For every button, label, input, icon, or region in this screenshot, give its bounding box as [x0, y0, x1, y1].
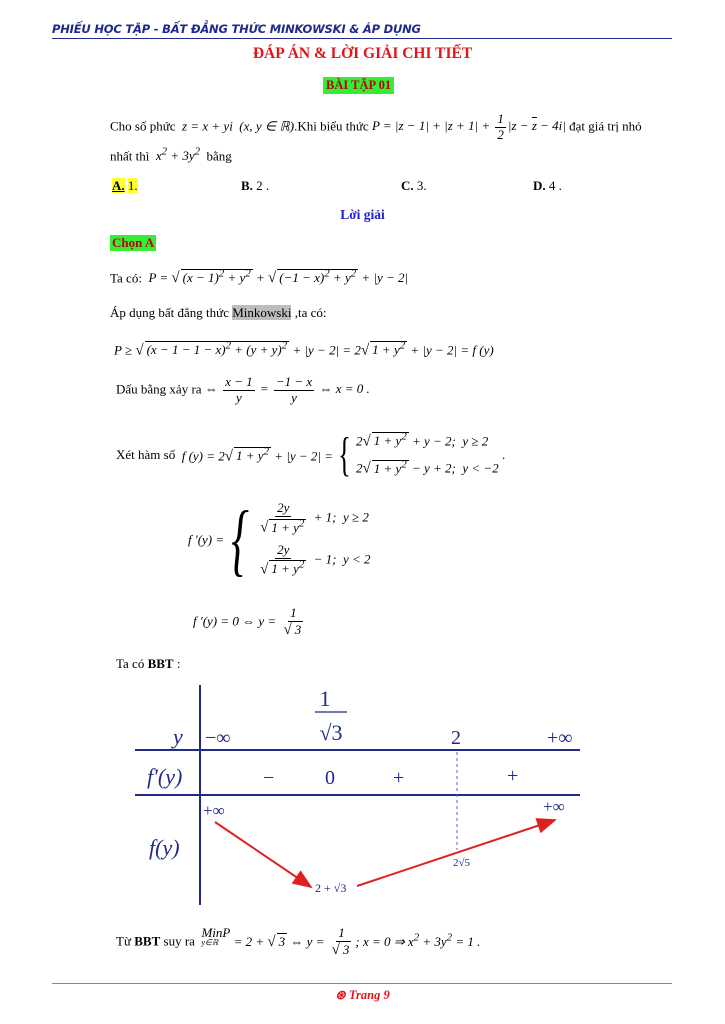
problem-mid: .Khi biểu thức [294, 118, 369, 134]
problem-line-2 [110, 146, 232, 164]
conclude-bbt: BBT [134, 933, 161, 949]
sign-plus-2: + [507, 765, 519, 787]
option-d-letter: D. [533, 178, 546, 193]
sign-plus-1: + [393, 767, 405, 789]
problem-line-1 [110, 112, 642, 143]
consider-label: Xét hàm số [116, 447, 176, 463]
minkowski-term: Minkowski [232, 305, 292, 320]
option-b [241, 178, 269, 194]
step-conclusion: Từ BBT suy ra MinP y∈ℝ = 2 + √ 3 ⇔ y = $\frac{1}{√ 3}$ ; x = 0 ⇒ $x^2 + 3y^2 = 1$ . [116, 925, 481, 958]
bbt-pre: Ta có [116, 656, 145, 671]
conclude-post: suy ra [163, 933, 195, 949]
bbt-label: BBT [147, 656, 174, 671]
arrow-increasing [357, 820, 555, 886]
footer-star-icon: ⊛ [335, 988, 346, 1002]
variation-table [135, 680, 585, 910]
option-a-letter: A. [112, 178, 125, 193]
formula-z: z = x + yi (x, y ∈ ℝ) [178, 118, 295, 134]
exercise-label: BÀI TẬP 01 [323, 77, 394, 94]
y-one-over-sqrt3 [315, 686, 347, 745]
formula-P-expanded: P = √ $(x - 1)^2 + y^2$ + √ $(-1 - x)^2 + y^2 + |y - 2|$ [145, 268, 409, 287]
option-c-letter: C. [401, 178, 414, 193]
sign-minus: − [263, 767, 275, 789]
apply-pre: Áp dụng bất đẳng thức [110, 305, 229, 320]
formula-derivative: f ′(y) = { $\frac{2y}{√ 1 + y^2}$ + 1; y ≥ 2 $\frac{2y}{√ 1 + y^2}$ − 1; y < 2 [188, 496, 371, 584]
f-value-at-2: 2√5 [453, 857, 471, 869]
arrow-decreasing [215, 822, 311, 887]
option-b-value: 2 . [256, 178, 270, 193]
option-d [533, 178, 562, 194]
step-bbt: Ta có BBT : [116, 656, 181, 671]
step-equality: Dấu bằng xảy ra ⇔ $\frac{x - 1}{y}$ = $\frac{-1 - x}{y}$ ⇔ x = 0 . [116, 374, 370, 405]
conclude-pre: Từ [116, 933, 131, 949]
y-two: 2 [451, 727, 461, 749]
equality-label: Dấu bằng xảy ra [116, 381, 202, 397]
option-c-value: 3. [416, 178, 427, 193]
step-apply [110, 305, 326, 321]
option-a [112, 178, 138, 194]
apply-post: ,ta có: [294, 305, 327, 320]
row-label-y: y [173, 724, 183, 749]
option-d-value: 4 . [548, 178, 562, 193]
option-b-letter: B. [241, 178, 253, 193]
page-header: PHIẾU HỌC TẬP - BẤT ĐẲNG THỨC MINKOWSKI & ÁP DỤNG [52, 22, 421, 36]
page-footer [0, 987, 725, 1003]
problem-intro: Cho số phức [110, 118, 176, 134]
f-plus-inf-left: +∞ [203, 801, 225, 820]
formula-critical-point: f ′(y) = 0 ⇔ y = $\frac{1}{√ 3}$ [193, 605, 302, 638]
option-c [401, 178, 427, 194]
problem-line2-end: bằng [206, 148, 232, 164]
solution-heading: Lời giải [340, 207, 385, 222]
formula-P: P = |z − 1| + |z + 1| + $\frac{1}{2}$ $|z - \overline{z} - 4i|$ [371, 111, 566, 142]
page-number: Trang 9 [348, 988, 390, 1002]
step-ta-co [110, 268, 408, 287]
step-consider: Xét hàm số f (y) = 2√ $1 + y^2 + |y - 2|$ = { 2√ $1 + y^2 + y - 2$; y ≥ 2 2√ $1 + y^2 - y + 2$; y < −2 . [116, 428, 506, 482]
row-label-fprime: f′(y) [147, 764, 183, 789]
row-label-f: f(y) [149, 835, 180, 860]
y-minus-inf: −∞ [205, 727, 231, 749]
formula-target: $x^2 + 3y^2$ [152, 146, 201, 164]
f-plus-inf-right: +∞ [543, 797, 565, 816]
svg-text:1: 1 [319, 686, 331, 711]
problem-line2: nhất thì [110, 148, 150, 164]
problem-tail: đạt giá trị nhỏ [569, 118, 642, 134]
page-title: ĐÁP ÁN & LỜI GIẢI CHI TIẾT [252, 45, 473, 62]
ta-co-label: Ta có: [110, 270, 142, 286]
header-divider [52, 38, 672, 39]
f-min-value: 2 + √3 [315, 881, 347, 895]
y-plus-inf: +∞ [547, 727, 573, 749]
answer-choice: Chọn A [112, 235, 155, 250]
option-a-value: 1. [127, 178, 138, 193]
svg-text:√3: √3 [319, 720, 343, 745]
sign-zero: 0 [325, 767, 335, 789]
footer-divider [52, 983, 672, 984]
formula-inequality: P ≥ √ $(x - 1 - 1 - x)^2 + (y + y)^2 + |y - 2| = 2√$ $1 + y^2 + |y - 2| = f$ (y) [114, 340, 494, 359]
